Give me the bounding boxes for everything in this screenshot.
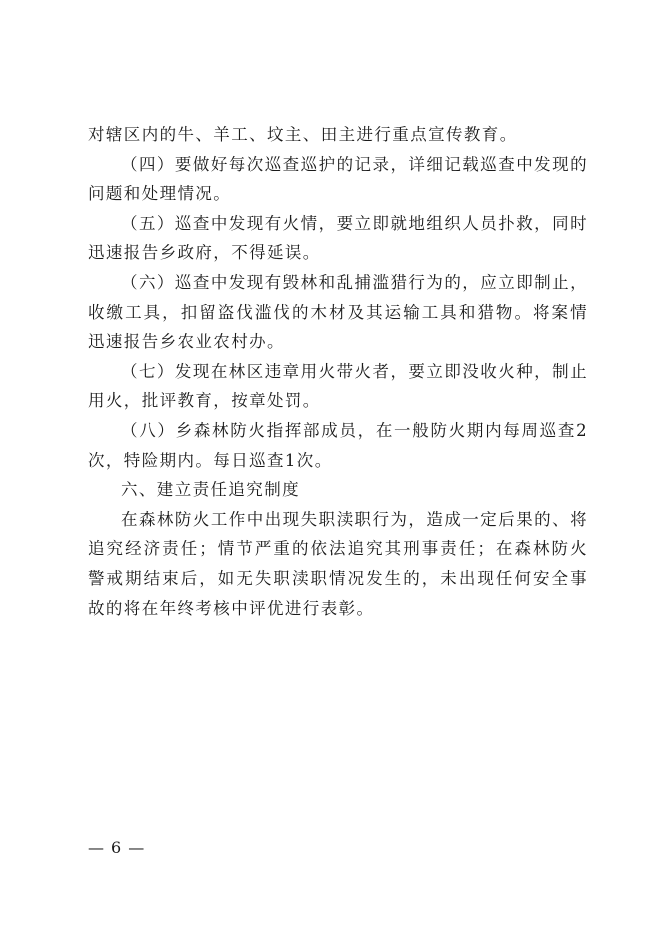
paragraph-item-6: （六）巡查中发现有毁林和乱捕滥猎行为的，应立即制止，收缴工具，扣留盗伐滥伐的木材及其运输工具和猎物。将案情迅速报告乡农业农村办。 <box>88 272 588 352</box>
paragraph-accountability: 在森林防火工作中出现失职渎职行为，造成一定后果的、将追究经济责任；情节严重的依法追究其刑事责任；在森林防火警戒期结束后，如无失职渎职情况发生的，未出现任何安全事故的将在年终考核中评优进行表彰。 <box>88 509 588 618</box>
paragraph-continuation: 对辖区内的牛、羊工、坟主、田主进行重点宣传教育。 <box>88 125 518 144</box>
page-number-footer <box>88 838 145 858</box>
paragraph-item-5: （五）巡查中发现有火情，要立即就地组织人员扑救，同时迅速报告乡政府，不得延误。 <box>88 213 588 263</box>
paragraph-item-8: （八）乡森林防火指挥部成员，在一般防火期内每周巡查2次，特险期内。每日巡查1次。 <box>88 420 588 470</box>
section-heading-accountability: 六、建立责任追究制度 <box>121 480 300 500</box>
page-number: 6 <box>111 838 123 857</box>
footer-dash-left: — <box>88 838 105 857</box>
document-body <box>88 120 588 623</box>
paragraph-item-7: （七）发现在林区违章用火带火者，要立即没收火种，制止用火，批评教育，按章处罚。 <box>88 361 588 411</box>
paragraph-item-4: （四）要做好每次巡查巡护的记录，详细记载巡查中发现的问题和处理情况。 <box>88 154 588 204</box>
footer-dash-right: — <box>128 838 146 857</box>
